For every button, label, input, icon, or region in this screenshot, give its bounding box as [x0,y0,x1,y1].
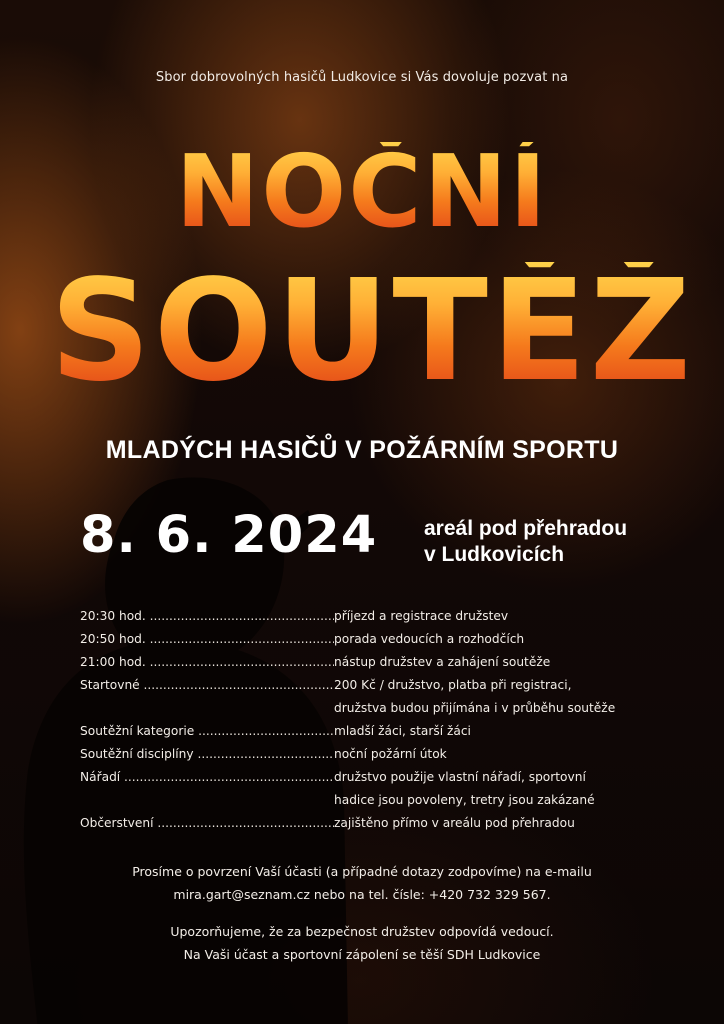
schedule-value: příjezd a registrace družstev [334,608,509,623]
schedule-row [80,650,660,673]
schedule-row [80,673,660,696]
venue-line-1: areál pod přehradou [424,517,628,540]
schedule-value: zajištěno přímo v areálu pod přehradou [334,815,575,830]
schedule-value: 200 Kč / družstvo, platba při registraci, [334,677,572,692]
schedule-value: družstvo použije vlastní nářadí, sportovní [334,769,586,784]
title-line-2: SOUTĚŽ [10,262,724,402]
schedule-value: nástup družstev a zahájení soutěže [334,654,551,669]
schedule-row [80,811,660,834]
notice-line-1: Upozorňujeme, že za bezpečnost družstev odpovídá vedoucí. [170,924,554,939]
schedule-label: 20:50 hod. ..... [80,632,334,646]
schedule-row [80,719,660,742]
schedule [80,604,660,834]
schedule-value: porada vedoucích a rozhodčích [334,631,525,646]
schedule-label: 20:30 hod. ..... [80,609,334,623]
venue [424,516,627,568]
event-date: 8. 6. 2024 [80,506,378,565]
rsvp-contact: mira.gart@seznam.cz nebo na tel. čísle: +420 732 329 567. [173,887,551,902]
schedule-value: noční požární útok [334,746,447,761]
schedule-value: mladší žáci, starší žáci [334,723,471,738]
subtitle: MLADÝCH HASIČŮ V POŽÁRNÍM SPORTU [105,436,619,464]
schedule-row [80,765,660,788]
title-line-1: NOČNÍ [0,142,724,242]
schedule-label: Soutěžní kategorie ..... [80,724,334,738]
schedule-label: Startovné ..... [80,678,334,692]
rsvp-line-1: Prosíme o povrzení Vaší účasti (a případné dotazy zodpovíme) na e-mailu [132,864,592,879]
schedule-row [80,742,660,765]
schedule-label: Nářadí ..... [80,770,334,784]
notice-block [0,920,724,966]
schedule-label: 21:00 hod. ..... [80,655,334,669]
schedule-label: Soutěžní disciplíny ..... [80,747,334,761]
schedule-row-continuation [80,788,660,811]
schedule-row [80,627,660,650]
invite-line: Sbor dobrovolných hasičů Ludkovice si Vás dovoluje pozvat na [155,70,569,85]
rsvp-block [0,860,724,906]
schedule-value: družstva budou přijímána i v průběhu soutěže [334,700,616,715]
venue-line-2: v Ludkovicích [424,543,565,566]
schedule-row [80,604,660,627]
schedule-value: hadice jsou povoleny, tretry jsou zakázané [334,792,595,807]
schedule-row-continuation [80,696,660,719]
notice-line-2: Na Vaši účast a sportovní zápolení se těší SDH Ludkovice [183,947,541,962]
schedule-label: Občerstvení ..... [80,816,334,830]
